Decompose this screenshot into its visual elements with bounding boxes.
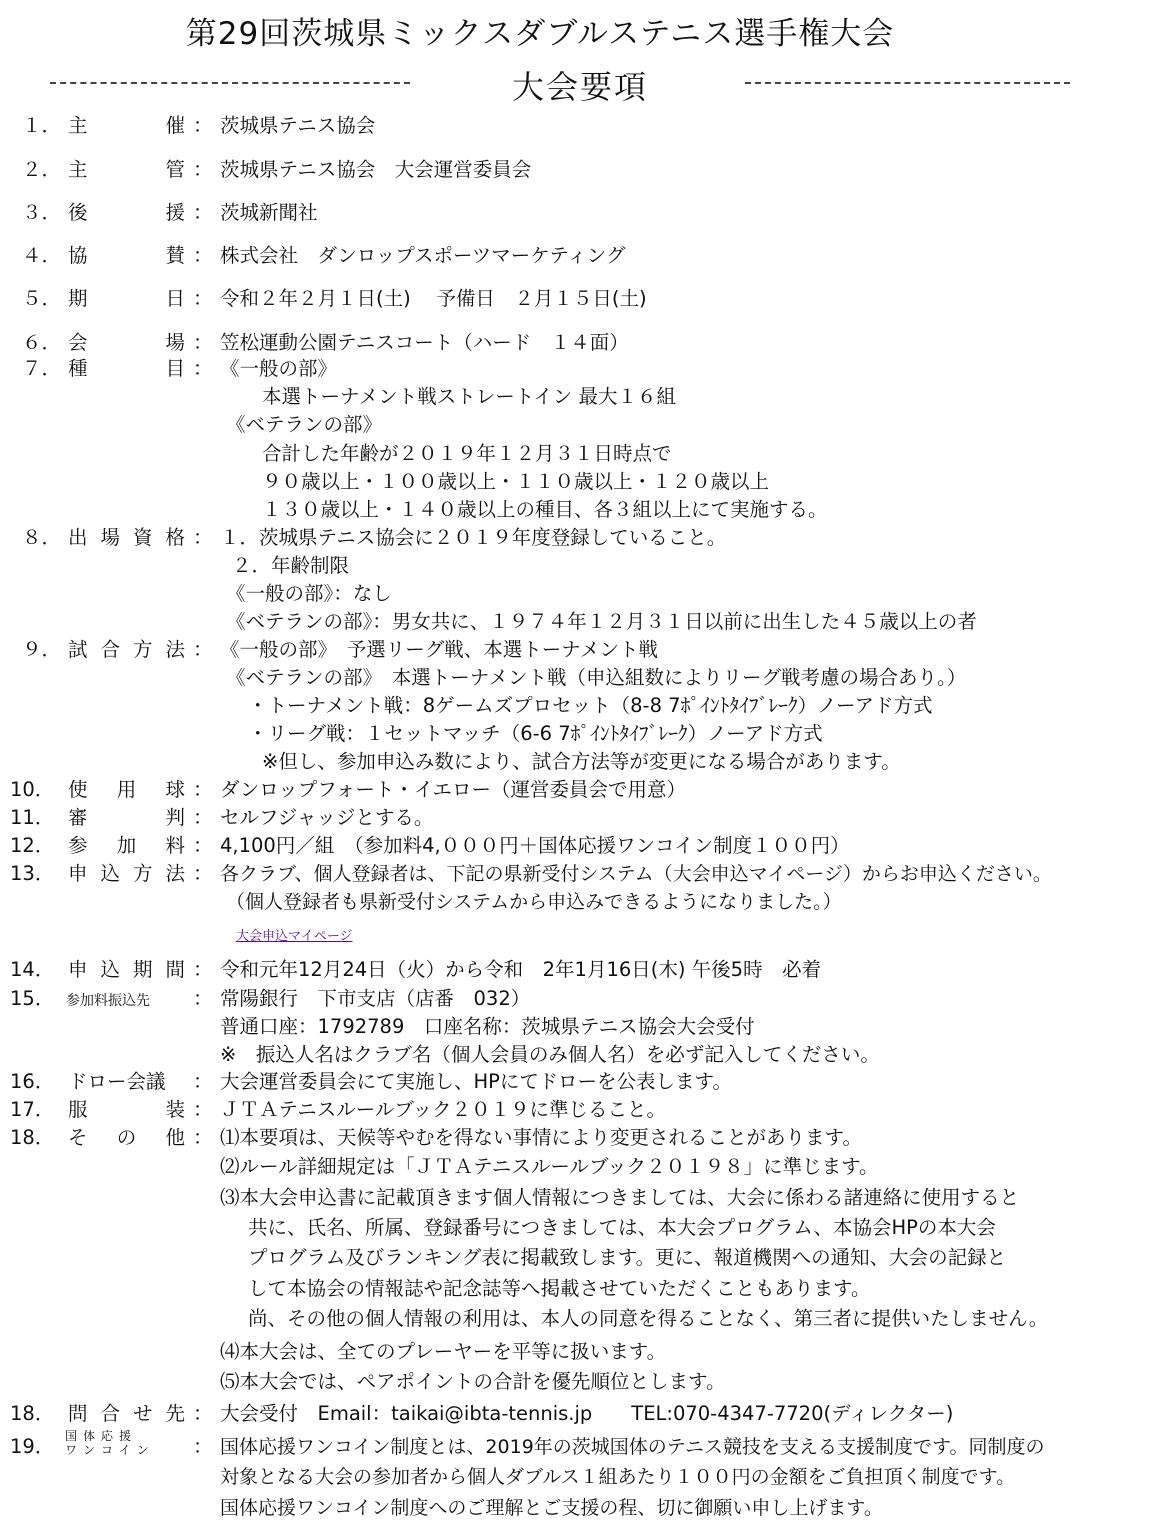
right-dashed-rule	[745, 82, 1070, 84]
item-13-line: （個人登録者も県新受付システムから申込みできるようになりました。）	[226, 891, 842, 913]
item-9-line: 《ベテランの部》 本選トーナメント戦（申込組数によりリーグ戦考慮の場合あり。）	[226, 666, 967, 689]
item-18-line: ⑶本大会申込書に記載頂きます個人情報につきましては、大会に係わる諸連絡に使用すると	[220, 1186, 1020, 1209]
item-9-line: ・リーグ戦：１セットマッチ（6-6 7ﾎﾟｲﾝﾄﾀｲﾌﾞﾚｰｸ）ノーアド方式	[248, 722, 823, 745]
item-8-line: 《一般の部》：なし	[226, 582, 392, 605]
page-title: 第29回茨城県ミックスダブルステニス選手権大会	[185, 16, 895, 52]
subtitle-row	[0, 60, 1167, 110]
item-9-line: ・トーナメント戦：8ゲームズプロセット（8-8 7ﾎﾟｲﾝﾄﾀｲﾌﾞﾚｰｸ）ノーアド方式	[248, 694, 933, 717]
item-7-line: ９０歳以上・１００歳以上・１１０歳以上・１２０歳以上	[262, 470, 770, 493]
item-9-line: ※但し、参加申込み数により、試合方法等が変更になる場合があります。	[262, 750, 901, 773]
item-7-line: 《ベテランの部》	[226, 413, 383, 436]
item-15-line: 普通口座：1792789 口座名称：茨城県テニス協会大会受付	[220, 1015, 755, 1038]
item-7-line: 本選トーナメント戦ストレートイン 最大１６組	[262, 385, 676, 408]
item-15-line: ※ 振込人名はクラブ名（個人会員のみ個人名）を必ず記入してください。	[220, 1043, 880, 1066]
item-7-line: １３０歳以上・１４０歳以上の種目、各３組以上にて実施する。	[262, 498, 828, 521]
item-19-line: 対象となる大会の参加者から個人ダブルス１組あたり１００円の金額をご負担頂く制度です。	[220, 1466, 1016, 1488]
item-18-line: ⑷本大会は、全てのプレーヤーを平等に扱います。	[220, 1340, 667, 1363]
item-18-line: 尚、その他の個人情報の利用は、本人の同意を得ることなく、第三者に提供いたしません。	[248, 1307, 1049, 1330]
item-18-line: 共に、氏名、所属、登録番号につきましては、本大会プログラム、本協会HPの本大会	[248, 1216, 996, 1239]
item-18-line: ⑵ルール詳細規定は「ＪＴＡテニスルールブック２０１９８」に準じます。	[220, 1155, 879, 1178]
item-18-line: プログラム及びランキング表に掲載致します。更に、報道機関への通知、大会の記録と	[248, 1246, 1007, 1269]
left-dashed-rule	[50, 82, 410, 84]
item-8-line: 《ベテランの部》：男女共に、１９７４年１２月３１日以前に出生した４５歳以上の者	[226, 610, 977, 633]
item-19-line: 国体応援ワンコイン制度へのご理解とご支援の程、切に御願い申し上げます。	[220, 1497, 883, 1519]
application-mypage-link[interactable]: 大会申込マイページ	[236, 929, 353, 944]
item-18-line: して本協会の情報誌や記念誌等へ掲載させていただくこともあります。	[248, 1277, 871, 1300]
item-7-line: 合計した年齢が２０１９年１２月３１日時点で	[262, 442, 672, 465]
item-18-line: ⑸本大会では、ペアポイントの合計を優先順位とします。	[220, 1370, 726, 1393]
page-subtitle: 大会要項	[511, 68, 648, 106]
item-8-line: ２．年齢制限	[232, 554, 350, 577]
